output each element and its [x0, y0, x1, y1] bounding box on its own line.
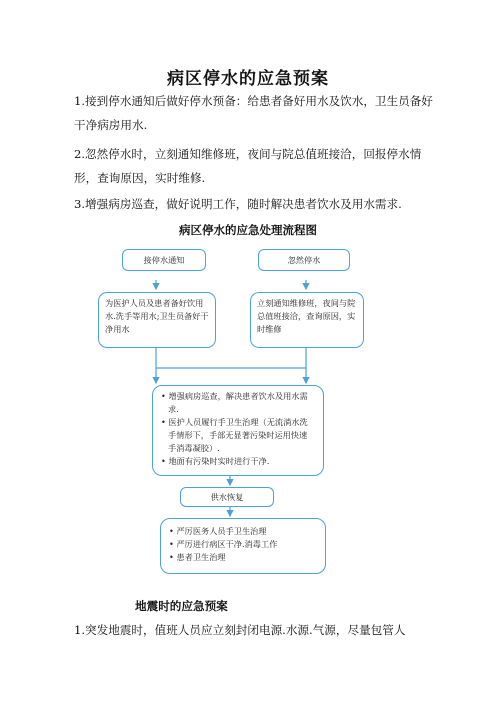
flowchart-title: 病区停水的应急处理流程图: [179, 223, 317, 237]
section2-heading: 地震时的应急预案: [135, 599, 228, 613]
start-box-sudden: 忽然停水: [258, 249, 350, 271]
middle-measures-box: [152, 385, 324, 476]
recovery-box: 供水恢复: [180, 487, 274, 507]
start-box-notice: 接停水通知: [122, 249, 206, 271]
section2-paragraph-1: 1.突发地震时，值班人员应立刻封闭电源.水源.气源，尽量包管人: [74, 623, 406, 637]
middle-item: • 增强病房巡查，解决患者饮水及用水需求.: [161, 390, 315, 416]
final-item: • 严厉进行病区干净.消毒工作: [169, 538, 317, 551]
middle-item: • 医护人员履行手卫生治理（无流淌水洗手情形下，手部无显著污染时运用快速手消毒凝胶）.: [161, 416, 315, 455]
action-box-left: 为医护人员及患者备好饮用水.洗手等用水;卫生员备好干净用水: [98, 292, 216, 348]
final-item: • 严厉医务人员手卫生治理: [169, 525, 317, 538]
final-item: • 患者卫生治理: [169, 551, 317, 564]
paragraph-2: 2.忽然停水时，立刻通知维修班，夜间与院总值班接洽，回报停水情形，查询原因，实时维修.: [74, 147, 422, 185]
document-title: 病区停水的应急预案: [167, 69, 329, 89]
action-box-right: 立刻通知维修班，夜间与院总值班接洽，查询原因，实时维修: [250, 292, 364, 348]
paragraph-1: 1.接到停水通知后做好停水预备：给患者备好用水及饮水，卫生员备好干净病房用水.: [74, 94, 433, 132]
paragraph-3: 3.增强病房巡查，做好说明工作，随时解决患者饮水及用水需求.: [74, 197, 402, 211]
final-measures-box: [160, 518, 326, 574]
middle-item: • 地面有污染时实时进行干净.: [161, 455, 315, 468]
